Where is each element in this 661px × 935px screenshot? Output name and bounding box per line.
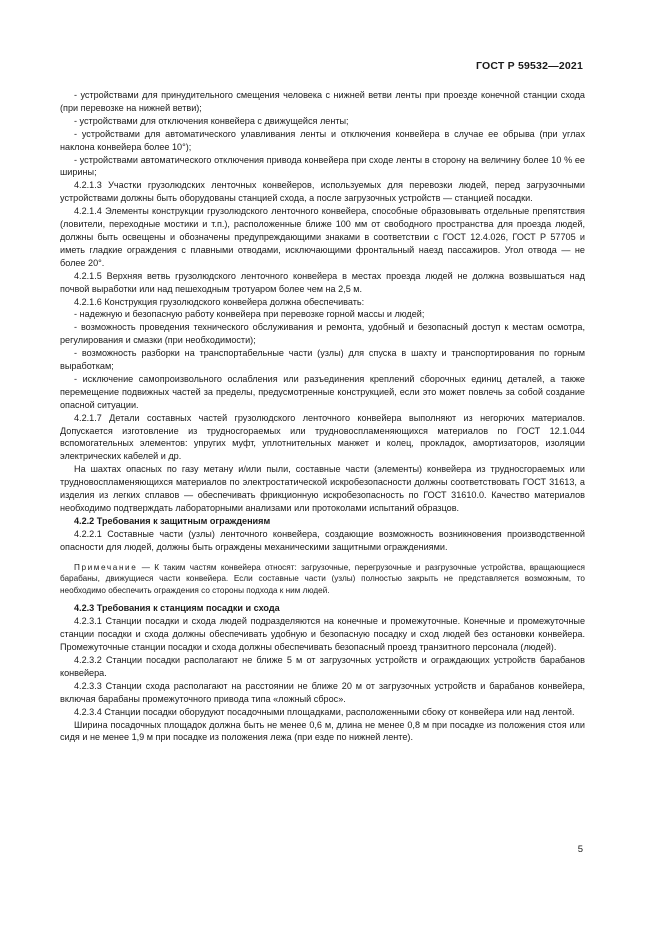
paragraph: - возможность проведения технического обслуживания и ремонта, удобный и безопасный доступ к местам осмотра, регулирования и смазки (при необходимости); bbox=[60, 322, 585, 346]
note bbox=[60, 562, 585, 597]
paragraph: - устройствами для принудительного смещения человека с нижней ветви ленты при проезде конечной станции схода (при перевозке на нижней ветви); bbox=[60, 90, 585, 113]
document-body bbox=[60, 89, 585, 744]
note-label: Примечание bbox=[74, 562, 138, 572]
paragraph: 4.2.3.1 Станции посадки и схода людей подразделяются на конечные и промежуточные. Конечные и промежуточные станции посадки и схода должны обеспечивать удобную и безопасную посадку и сход людей без остановки конвейера. Промежуточные станции посадки и схода должны обеспечивать безопасный проезд транзитного персонала (людей). bbox=[60, 616, 585, 653]
paragraph: 4.2.1.7 Детали составных частей грузолюдского ленточного конвейера выполняют из негорючих материалов. Допускается изготовление из трудносгораемых или трудновоспламеняющихся материалов по ГОСТ 12.1.044 вспомогательных элементов: упругих муфт, уплотнительных манжет и колец, прокладок, амортизаторов, изоляции электрических кабелей и др. bbox=[60, 412, 585, 462]
paragraph: - устройствами автоматического отключения привода конвейера при сходе ленты в сторону на величину более 10 % ее ширины; bbox=[60, 154, 585, 178]
paragraph: - возможность разборки на транспортабельные части (узлы) для спуска в шахту и транспортирования по горным выработкам; bbox=[60, 348, 585, 372]
paragraph: 4.2.3.4 Станции посадки оборудуют посадочными площадками, расположенными сбоку от конвейера или над лентой. bbox=[74, 706, 575, 717]
section-heading: 4.2.3 Требования к станциям посадки и схода bbox=[74, 603, 280, 614]
paragraph: 4.2.1.3 Участки грузолюдских ленточных конвейеров, используемых для перевозки людей, перед загрузочными устройствами должны быть оборудованы станцией схода, а после загрузочных устройств — станцией посадки. bbox=[60, 180, 585, 204]
paragraph: 4.2.2.1 Составные части (узлы) ленточного конвейера, создающие возможность возникновения производственной опасности для людей, должны быть ограждены механическими защитными ограждениями. bbox=[60, 528, 585, 552]
document-header: ГОСТ Р 59532—2021 bbox=[475, 60, 583, 72]
paragraph: 4.2.1.6 Конструкция грузолюдского конвейера должна обеспечивать: bbox=[74, 296, 365, 307]
paragraph: На шахтах опасных по газу метану и/или пыли, составные части (элементы) конвейера из трудносгораемых или трудновоспламеняющихся материалов по электростатической искробезопасности должны соответствовать ГОСТ 31613, а изделия из легких сплавов — обеспечивать фрикционную искробезопасность по ГОСТ 31610.0. Качество материалов необходимо подтверждать лабораторными анализами или протоколами испытаний образцов. bbox=[60, 464, 585, 513]
paragraph: 4.2.1.5 Верхняя ветвь грузолюдского ленточного конвейера в местах проезда людей не должна возвышаться над почвой выработки или над пешеходным тротуаром более чем на 2,5 м. bbox=[60, 270, 585, 294]
page-number: 5 bbox=[577, 844, 583, 855]
paragraph: - надежную и безопасную работу конвейера при перевозке горной массы и людей; bbox=[74, 309, 425, 320]
paragraph: - устройствами для автоматического улавливания ленты и отключения конвейера в случае ее обрыва (при углах наклона конвейера более 10°); bbox=[60, 128, 585, 152]
paragraph: - исключение самопроизвольного ослабления или разъединения креплений сборочных единиц деталей, а также перемещение подвижных частей за пределы, предусмотренные конструкцией, если это может повлечь за собой создание опасной ситуации. bbox=[60, 373, 585, 410]
paragraph: 4.2.3.3 Станции схода располагают на расстоянии не ближе 20 м от загрузочных устройств и барабанов конвейера, включая барабаны промежуточного привода типа «ложный сброс». bbox=[60, 680, 585, 704]
section-heading: 4.2.2 Требования к защитным ограждениям bbox=[74, 515, 271, 526]
note-text: — К таким частям конвейера относят: загрузочные, перегрузочные и разгрузочные устройства, вращающиеся барабаны, движущиеся части конвейера. Если составные части (узлы) полностью закрыть не представляется возможным, то необходимо обеспечить ограждения со стороны подхода к ним людей. bbox=[60, 562, 585, 595]
paragraph: 4.2.1.4 Элементы конструкции грузолюдского ленточного конвейера, способные образовывать отдельные препятствия (ловители, переходные мостики и т.п.), расположенные ближе 100 мм от свободного пространства для проезда людей, должны быть освещены и обозначены предупреждающими знаками в соответствии с ГОСТ 12.4.026, ГОСТ Р 57705 и иметь гладкие ограждения с плавными отводами, исключающими фронтальный наезд пассажиров. Угол отвода — не более 20°. bbox=[60, 206, 585, 268]
paragraph: 4.2.3.2 Станции посадки располагают не ближе 5 м от загрузочных устройств и ограждающих устройств барабанов конвейера. bbox=[60, 655, 585, 678]
paragraph: - устройствами для отключения конвейера с движущейся ленты; bbox=[74, 115, 349, 126]
paragraph: Ширина посадочных площадок должна быть не менее 0,6 м, длина не менее 0,8 м при посадке из положения стоя или сидя и не менее 1,9 м при посадке из положения лежа (при езде по нижней ленте). bbox=[60, 719, 585, 743]
